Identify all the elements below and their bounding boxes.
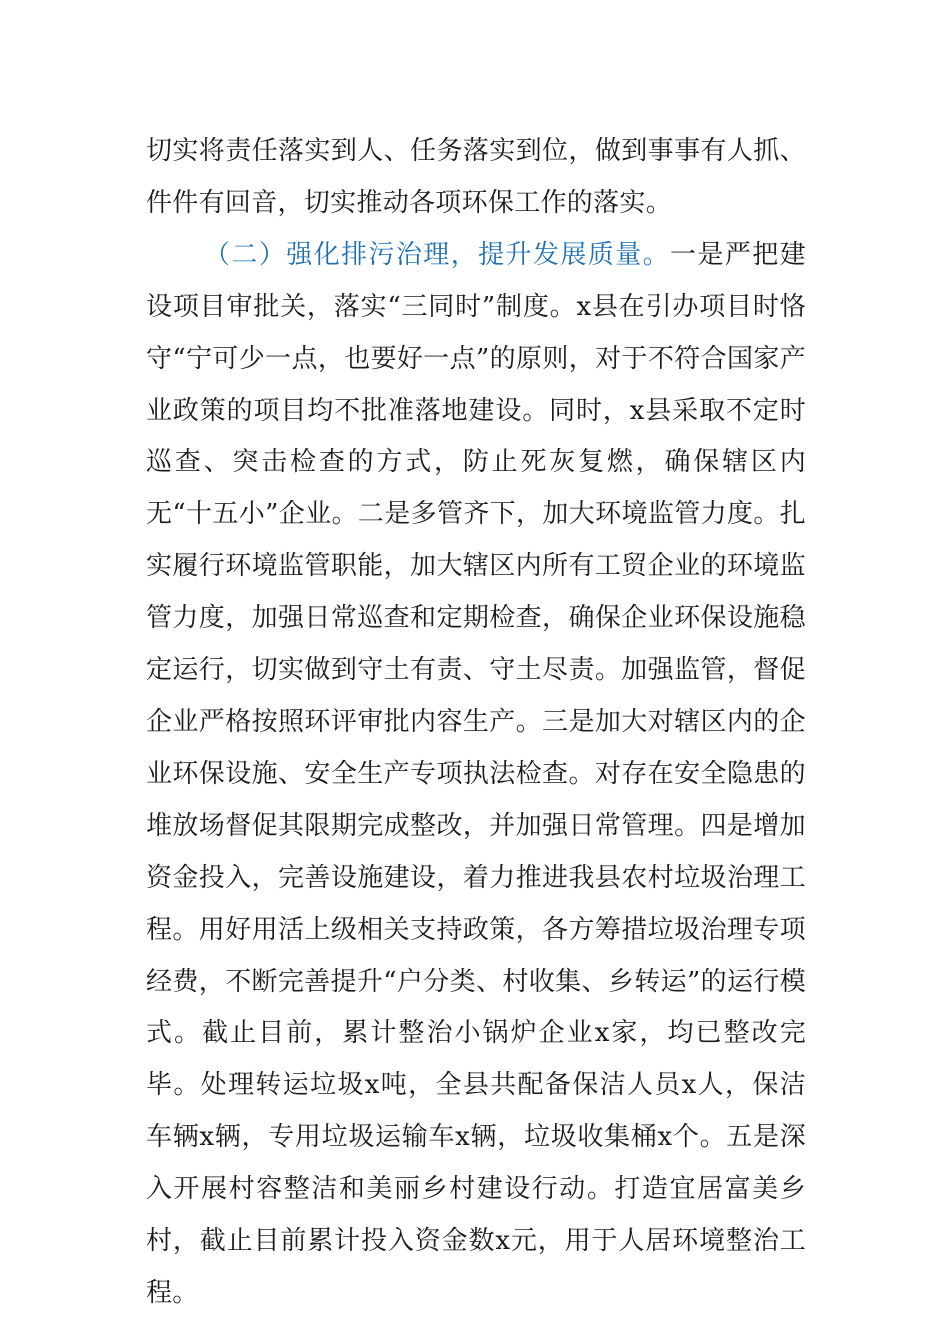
continued-paragraph: 切实将责任落实到人、任务落实到位，做到事事有人抓、件件有回音，切实推动各项环保工作的落实。 [146,136,806,218]
document-body [146,126,806,1320]
section-two-paragraph [146,230,806,1320]
section-two-heading: （二）强化排污治理，提升发展质量。 [204,239,671,270]
section-two-body: 一是严把建设项目审批关，落实“三同时”制度。x县在引办项目时恪守“宁可少一点，也要好一点”的原则，对于不符合国家产业政策的项目均不批准落地建设。同时，x县采取不定时巡查、突击检查的方式，防止死灰复燃，确保辖区内无“十五小”企业。二是多管齐下，加大环境监管力度。扎实履行环境监管职能，加大辖区内所有工贸企业的环境监管力度，加强日常巡查和定期检查，确保企业环保设施稳定运行，切实做到守土有责、守土尽责。加强监管，督促企业严格按照环评审批内容生产。三是加大对辖区内的企业环保设施、安全生产专项执法检查。对存在安全隐患的堆放场督促其限期完成整改，并加强日常管理。四是增加资金投入，完善设施建设，着力推进我县农村垃圾治理工程。用好用活上级相关支持政策，各方筹措垃圾治理专项经费，不断完善提升“户分类、村收集、乡转运”的运行模式。截止目前，累计整治小锅炉企业x家，均已整改完毕。处理转运垃圾x吨，全县共配备保洁人员x人，保洁车辆x辆，专用垃圾运输车x辆，垃圾收集桶x个。五是深入开展村容整洁和美丽乡村建设行动。打造宜居富美乡村，截止目前累计投入资金数x元，用于人居环境整治工程。 [146,239,806,1308]
